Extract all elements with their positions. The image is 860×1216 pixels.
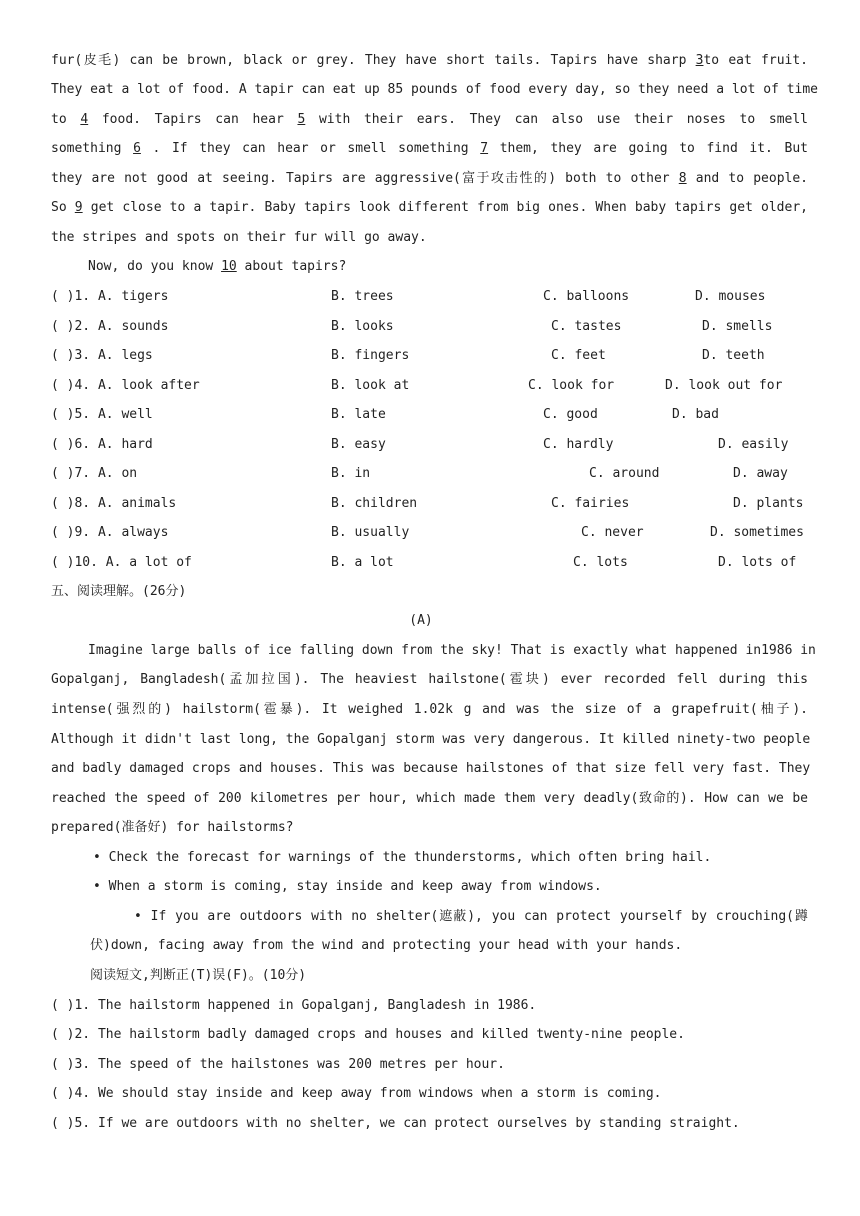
- cloze-option-d: D. sometimes: [710, 525, 804, 540]
- cloze-option-d: D. smells: [702, 318, 773, 334]
- cloze-option-row: [51, 553, 811, 573]
- reading-line-7: prepared(准备好) for hailstorms?: [51, 820, 294, 835]
- passage-text: with their ears. They can also use their noses to smell: [305, 112, 809, 127]
- cloze-option-row: [51, 346, 811, 366]
- passage-line-6: [51, 198, 808, 218]
- passage-text: get close to a tapir. Baby tapirs look different from big ones. When baby tapirs get older,: [82, 200, 808, 215]
- cloze-option-row: [51, 405, 811, 425]
- cloze-option-d: D. mouses: [695, 289, 766, 304]
- cloze-option-c: C. fairies: [551, 495, 630, 511]
- blank-7: 7: [480, 141, 489, 156]
- tf-question-3: ( )3. The speed of the hailstones was 200 metres per hour.: [51, 1057, 505, 1072]
- cloze-option-c: C. never: [581, 525, 644, 540]
- cloze-option-d: D. lots of: [718, 554, 797, 570]
- passage-line-4: [51, 139, 808, 159]
- cloze-question-option-a: ( )5. A. well: [51, 407, 153, 422]
- passage-text: fur(皮毛) can be brown, black or grey. They have short tails. Tapirs have sharp: [51, 53, 696, 68]
- cloze-question-option-a: ( )1. A. tigers: [51, 289, 169, 304]
- cloze-question-option-a: ( )2. A. sounds: [51, 318, 169, 334]
- cloze-option-c: C. look for: [528, 377, 615, 393]
- blank-9: 9: [74, 200, 83, 215]
- passage-text: Now, do you know: [88, 259, 222, 274]
- passage-text: they are not good at seeing. Tapirs are aggressive(富于攻击性的) both to other: [51, 171, 679, 186]
- reading-line-6: reached the speed of 200 kilometres per hour, which made them very deadly(致命的). How can we be: [51, 791, 808, 806]
- passage-text: food. Tapirs can hear: [88, 112, 298, 127]
- tf-instruction: 阅读短文,判断正(T)误(F)。(10分): [90, 968, 307, 983]
- section-heading: 五、阅读理解。(26分): [51, 584, 187, 599]
- passage-text: to: [51, 112, 81, 127]
- reading-line-4: Although it didn't last long, the Gopalganj storm was very dangerous. It killed ninety-two people: [51, 732, 811, 747]
- tip-bullet-2: • When a storm is coming, stay inside and keep away from windows.: [93, 879, 602, 894]
- cloze-option-row: [51, 376, 811, 396]
- cloze-option-row: [51, 435, 811, 455]
- reading-line-2: Gopalganj, Bangladesh(孟加拉国). The heaviest hailstone(雹块) ever recorded fell during this: [51, 672, 808, 687]
- tf-question-5: ( )5. If we are outdoors with no shelter, we can protect ourselves by standing straight.: [51, 1116, 740, 1131]
- cloze-option-c: C. hardly: [543, 436, 614, 452]
- cloze-question-option-a: ( )8. A. animals: [51, 495, 177, 511]
- passage-text: about tapirs?: [236, 259, 347, 274]
- cloze-question-option-a: ( )7. A. on: [51, 466, 138, 481]
- reading-line-1: Imagine large balls of ice falling down from the sky! That is exactly what happened in1986 in: [88, 643, 816, 658]
- cloze-option-c: C. good: [543, 407, 598, 422]
- passage-text: to eat fruit.: [703, 53, 808, 68]
- cloze-option-c: C. feet: [551, 348, 606, 363]
- blank-4: 4: [80, 112, 89, 127]
- tip-bullet-1: • Check the forecast for warnings of the thunderstorms, which often bring hail.: [93, 850, 712, 865]
- blank-8: 8: [678, 171, 687, 186]
- tf-question-2: ( )2. The hailstorm badly damaged crops and houses and killed twenty-nine people.: [51, 1027, 685, 1042]
- tf-question-1: ( )1. The hailstorm happened in Gopalganj, Bangladesh in 1986.: [51, 998, 537, 1013]
- cloze-option-row: [51, 523, 811, 543]
- tip-bullet-3: • If you are outdoors with no shelter(遮蔽), you can protect yourself by crouching(蹲: [134, 909, 808, 924]
- cloze-option-b: B. look at: [331, 377, 410, 393]
- passage-line-5: [51, 169, 808, 189]
- cloze-option-b: B. usually: [331, 525, 410, 540]
- cloze-option-b: B. a lot: [331, 554, 394, 570]
- tf-question-4: ( )4. We should stay inside and keep away from windows when a storm is coming.: [51, 1086, 662, 1101]
- cloze-option-c: C. lots: [573, 554, 628, 570]
- cloze-question-option-a: ( )10. A. a lot of: [51, 554, 192, 570]
- passage-line-8: [88, 257, 808, 277]
- passage-text: something: [51, 141, 134, 156]
- cloze-option-b: B. children: [331, 495, 418, 511]
- cloze-option-c: C. around: [589, 466, 660, 481]
- passage-text: and to people.: [686, 171, 808, 186]
- passage-text: . If they can hear or smell something: [140, 141, 481, 156]
- passage-subheading: (A): [409, 613, 433, 628]
- cloze-option-d: D. look out for: [665, 377, 783, 393]
- cloze-option-row: [51, 464, 811, 484]
- reading-line-5: and badly damaged crops and houses. This was because hailstones of that size fell very fast. They: [51, 761, 811, 776]
- cloze-option-row: [51, 287, 811, 307]
- cloze-option-c: C. tastes: [551, 318, 622, 334]
- passage-line-2: [51, 80, 819, 100]
- reading-line-3: intense(强烈的) hailstorm(雹暴). It weighed 1.02k g and was the size of a grapefruit(柚子).: [51, 702, 808, 717]
- blank-10: 10: [221, 259, 237, 274]
- passage-line-3: [51, 110, 808, 130]
- tip-bullet-3-cont: 伏)down, facing away from the wind and protecting your head with your hands.: [90, 938, 683, 953]
- cloze-option-b: B. trees: [331, 289, 394, 304]
- passage-text: them, they are going to find it. But: [488, 141, 808, 156]
- cloze-option-row: [51, 494, 811, 514]
- passage-line-1: [51, 51, 808, 71]
- cloze-question-option-a: ( )9. A. always: [51, 525, 169, 540]
- cloze-question-option-a: ( )4. A. look after: [51, 377, 200, 393]
- cloze-option-b: B. late: [331, 407, 386, 422]
- cloze-option-b: B. in: [331, 466, 371, 481]
- blank-6: 6: [133, 141, 141, 156]
- passage-text: So: [51, 200, 75, 215]
- cloze-option-d: D. easily: [718, 436, 789, 452]
- cloze-option-c: C. balloons: [543, 289, 630, 304]
- cloze-option-d: D. teeth: [702, 348, 765, 363]
- cloze-option-d: D. plants: [733, 495, 804, 511]
- cloze-question-option-a: ( )6. A. hard: [51, 436, 153, 452]
- cloze-option-row: [51, 317, 811, 337]
- cloze-option-b: B. fingers: [331, 348, 410, 363]
- cloze-option-d: D. bad: [672, 407, 719, 422]
- passage-text: the stripes and spots on their fur will go away.: [51, 230, 427, 245]
- cloze-option-b: B. easy: [331, 436, 386, 452]
- cloze-question-option-a: ( )3. A. legs: [51, 348, 153, 363]
- cloze-option-b: B. looks: [331, 318, 394, 334]
- passage-line-7: [51, 228, 808, 248]
- blank-5: 5: [297, 112, 306, 127]
- blank-3: 3: [695, 53, 704, 68]
- cloze-option-d: D. away: [733, 466, 788, 481]
- passage-text: They eat a lot of food. A tapir can eat up 85 pounds of food every day, so they need a lot of time: [51, 82, 819, 97]
